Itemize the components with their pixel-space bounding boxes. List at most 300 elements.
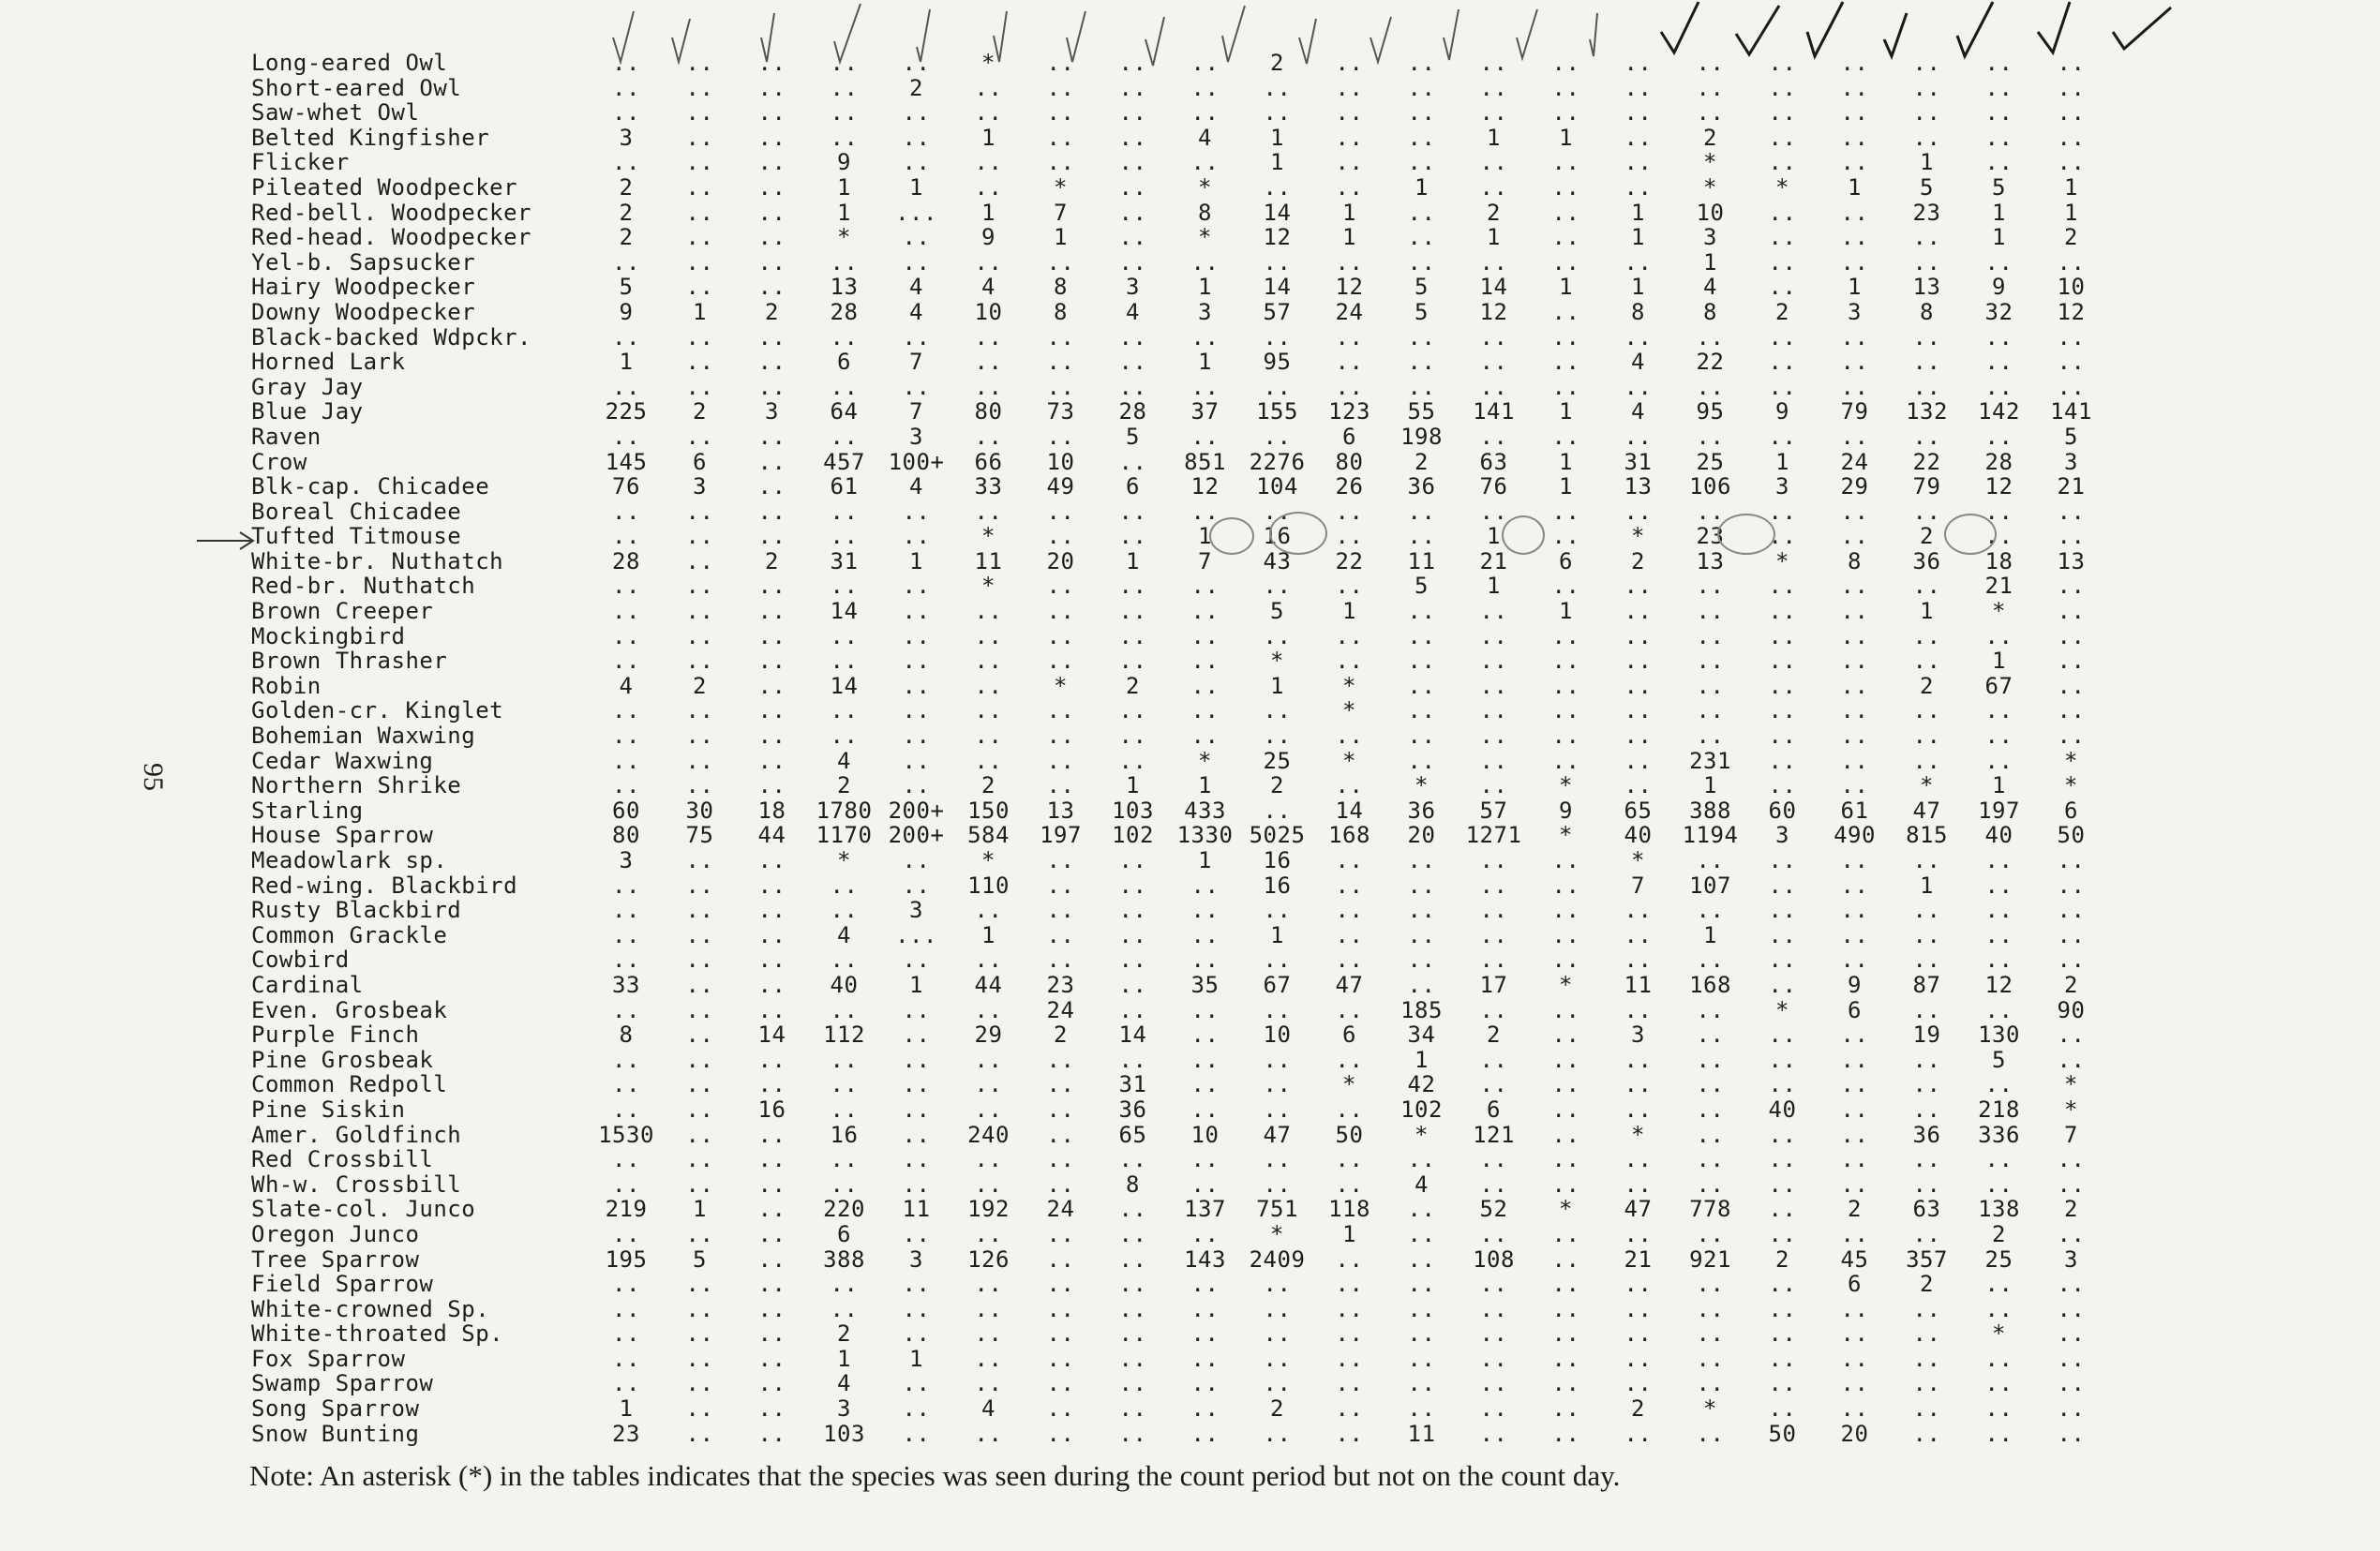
count-cell: ..	[2057, 697, 2086, 724]
count-cell: ..	[2057, 897, 2086, 924]
count-cell: 24	[1046, 996, 1075, 1023]
count-cell: 168	[1328, 822, 1370, 849]
count-cell: ..	[1335, 1320, 1364, 1348]
count-cell: 47	[1335, 971, 1364, 998]
table-row	[251, 698, 2107, 723]
count-cell: ..	[1335, 996, 1364, 1023]
count-cell: ..	[902, 1022, 931, 1049]
count-cell: 1	[2064, 173, 2078, 201]
table-row	[251, 76, 2107, 101]
count-cell: ..	[1840, 99, 1869, 127]
count-cell: ..	[1912, 349, 1941, 376]
count-cell: 90	[2057, 996, 2086, 1023]
count-cell: ..	[902, 99, 931, 127]
count-cell: 2	[2064, 1196, 2078, 1223]
count-cell: ..	[1263, 697, 1292, 724]
count-cell: 16	[757, 1096, 786, 1123]
count-cell: ..	[685, 847, 714, 873]
count-cell: ..	[1624, 1345, 1653, 1372]
count-cell: *	[2064, 772, 2078, 799]
count-cell: 12	[2057, 298, 2086, 325]
count-cell: ..	[1046, 872, 1075, 899]
count-cell: ..	[1624, 1420, 1653, 1447]
count-cell: ..	[1984, 248, 2013, 276]
count-cell: ..	[1624, 598, 1653, 625]
count-cell: ..	[1335, 74, 1364, 101]
count-cell: 21	[2057, 473, 2086, 500]
count-cell: ..	[757, 373, 786, 400]
count-cell: 112	[823, 1022, 865, 1049]
species-name: Common Grackle	[251, 921, 448, 948]
count-cell: 219	[605, 1196, 648, 1223]
count-cell: ..	[1984, 124, 2013, 151]
count-cell: ..	[685, 173, 714, 201]
count-cell: 12	[1190, 473, 1220, 500]
table-row	[251, 574, 2107, 599]
count-cell: ..	[1840, 573, 1869, 600]
count-cell: 30	[685, 797, 714, 824]
count-cell: ..	[685, 423, 714, 450]
species-name: Blk-cap. Chicadee	[251, 473, 490, 500]
species-name: Saw-whet Owl	[251, 99, 420, 127]
count-cell: ..	[1840, 697, 1869, 724]
count-cell: ..	[1984, 921, 2013, 948]
count-cell: ..	[757, 772, 786, 799]
count-cell: ..	[1984, 1395, 2013, 1423]
count-cell: ..	[1912, 1345, 1941, 1372]
count-cell: 5	[1992, 173, 2006, 201]
count-cell: ..	[1263, 1146, 1292, 1173]
species-name: Cardinal	[251, 971, 364, 998]
count-cell: ..	[1984, 423, 2013, 450]
count-cell: 31	[1118, 1071, 1147, 1098]
count-cell: ..	[1768, 1046, 1797, 1073]
count-cell: ..	[830, 74, 859, 101]
count-cell: ..	[1696, 1320, 1725, 1348]
count-cell: ..	[2057, 124, 2086, 151]
count-cell: ..	[974, 723, 1003, 750]
count-cell: 24	[1840, 448, 1869, 475]
count-cell: ..	[1984, 847, 2013, 873]
count-cell: 1	[619, 349, 634, 376]
count-cell: 778	[1689, 1196, 1731, 1223]
count-cell: ..	[1624, 1220, 1653, 1247]
count-cell: ..	[1768, 598, 1797, 625]
count-cell: ..	[1768, 672, 1797, 699]
count-cell: *	[1054, 173, 1068, 201]
count-cell: 6	[1559, 547, 1573, 574]
count-cell: 11	[974, 547, 1003, 574]
count-cell: ..	[1479, 1271, 1508, 1298]
count-cell: ..	[974, 747, 1003, 774]
count-cell: 9	[619, 298, 634, 325]
count-cell: ..	[2057, 672, 2086, 699]
count-cell: ..	[1768, 697, 1797, 724]
count-cell: ..	[1190, 723, 1220, 750]
count-cell: 1	[909, 1345, 923, 1372]
count-cell: ..	[1046, 772, 1075, 799]
count-cell: 3	[693, 473, 707, 500]
species-name: Starling	[251, 797, 364, 824]
count-cell: ..	[685, 573, 714, 600]
count-cell: ..	[1551, 1271, 1580, 1298]
count-cell: *	[1992, 1320, 2006, 1348]
count-cell: 80	[1335, 448, 1364, 475]
count-cell: ..	[1263, 1046, 1292, 1073]
count-cell: ..	[1912, 697, 1941, 724]
table-row	[251, 998, 2107, 1023]
count-cell: 1	[837, 199, 851, 226]
count-cell: ..	[1840, 1220, 1869, 1247]
count-cell: ..	[612, 1295, 640, 1322]
species-name: Pine Grosbeak	[251, 1046, 434, 1073]
count-cell: ..	[1479, 622, 1508, 649]
count-cell: ..	[1912, 124, 1941, 151]
count-cell: 50	[1768, 1420, 1797, 1447]
count-cell: 11	[1407, 547, 1436, 574]
count-cell: ..	[1696, 1220, 1725, 1247]
count-cell: ..	[685, 224, 714, 251]
count-cell: *	[1198, 173, 1212, 201]
count-cell: ..	[1263, 423, 1292, 450]
count-cell: ..	[974, 423, 1003, 450]
count-cell: ..	[2057, 1395, 2086, 1423]
count-cell: ..	[1479, 1420, 1508, 1447]
table-row	[251, 474, 2107, 500]
species-name: Red-head. Woodpecker	[251, 224, 531, 251]
count-cell: 16	[830, 1121, 859, 1148]
count-cell: ..	[1624, 1171, 1653, 1198]
count-cell: ..	[1479, 921, 1508, 948]
count-cell: ..	[1840, 1022, 1869, 1049]
count-cell: 4	[837, 747, 851, 774]
count-cell: ..	[830, 697, 859, 724]
count-cell: 33	[612, 971, 640, 998]
count-cell: *	[1342, 747, 1356, 774]
count-cell: ..	[1190, 672, 1220, 699]
count-cell: ..	[974, 498, 1003, 525]
species-name: Northern Shrike	[251, 772, 462, 799]
count-cell: 2	[1920, 672, 1934, 699]
count-cell: ..	[974, 1370, 1003, 1397]
count-cell: ..	[1118, 1271, 1147, 1298]
count-cell: ..	[1551, 498, 1580, 525]
count-cell: ..	[685, 1320, 714, 1348]
count-cell: ..	[830, 1046, 859, 1073]
count-cell: ..	[1551, 897, 1580, 924]
count-cell: ..	[757, 498, 786, 525]
count-cell: ..	[1696, 672, 1725, 699]
count-cell: ..	[2057, 573, 2086, 600]
count-cell: 35	[1190, 971, 1220, 998]
count-cell: ..	[1479, 74, 1508, 101]
count-cell: ..	[757, 1345, 786, 1372]
count-cell: ..	[1984, 622, 2013, 649]
count-cell: 1	[1415, 1046, 1429, 1073]
count-cell: *	[1198, 747, 1212, 774]
count-cell: 2409	[1249, 1245, 1306, 1273]
count-cell: ..	[1696, 74, 1725, 101]
count-cell: ..	[902, 772, 931, 799]
count-cell: ..	[1190, 1271, 1220, 1298]
count-cell: 19	[1912, 1022, 1941, 1049]
count-cell: 1	[1848, 173, 1862, 201]
count-cell: ..	[1190, 1046, 1220, 1073]
count-cell: ..	[1840, 1295, 1869, 1322]
count-cell: ..	[1551, 373, 1580, 400]
count-cell: ..	[1840, 921, 1869, 948]
count-cell: ..	[1118, 248, 1147, 276]
count-cell: ..	[685, 1345, 714, 1372]
count-cell: ..	[2057, 74, 2086, 101]
count-cell: ..	[1840, 224, 1869, 251]
count-cell: ..	[1263, 1295, 1292, 1322]
count-cell: 3	[1703, 224, 1717, 251]
count-cell: ..	[974, 248, 1003, 276]
count-cell: 14	[1479, 274, 1508, 301]
count-cell: 102	[1400, 1096, 1443, 1123]
count-cell: 137	[1184, 1196, 1226, 1223]
count-cell: ..	[1046, 1370, 1075, 1397]
count-cell: 65	[1118, 1121, 1147, 1148]
count-cell: 1	[2064, 199, 2078, 226]
count-cell: 5	[693, 1245, 707, 1273]
table-row	[251, 1123, 2107, 1148]
count-cell: ..	[902, 1071, 931, 1098]
count-cell: ..	[1118, 523, 1147, 550]
count-cell: ..	[902, 1395, 931, 1423]
species-name: Common Redpoll	[251, 1071, 448, 1098]
count-cell: ..	[1335, 248, 1364, 276]
count-cell: ..	[2057, 598, 2086, 625]
count-cell: ..	[1768, 1271, 1797, 1298]
count-cell: ..	[757, 473, 786, 500]
count-cell: 50	[1335, 1121, 1364, 1148]
count-cell: ..	[757, 897, 786, 924]
count-cell: 44	[974, 971, 1003, 998]
count-cell: 47	[1912, 797, 1941, 824]
count-cell: 1	[981, 199, 995, 226]
count-cell: 65	[1624, 797, 1653, 824]
count-cell: 22	[1912, 448, 1941, 475]
count-cell: ..	[902, 622, 931, 649]
count-cell: ..	[902, 373, 931, 400]
count-cell: 2	[693, 398, 707, 425]
count-cell: 2	[1054, 1022, 1068, 1049]
count-cell: ..	[1407, 349, 1436, 376]
count-cell: ..	[1696, 1345, 1725, 1372]
count-cell: ..	[1551, 1220, 1580, 1247]
count-cell: *	[981, 50, 995, 76]
count-cell: ..	[1624, 1295, 1653, 1322]
count-cell: 29	[1840, 473, 1869, 500]
count-cell: ..	[830, 1171, 859, 1198]
count-cell: ..	[1046, 622, 1075, 649]
count-cell: ..	[612, 498, 640, 525]
count-cell: ..	[902, 1096, 931, 1123]
count-cell: ..	[1840, 672, 1869, 699]
table-row	[251, 773, 2107, 798]
count-cell: *	[1703, 173, 1717, 201]
count-cell: ..	[2057, 723, 2086, 750]
count-cell: ..	[1407, 747, 1436, 774]
count-cell: ...	[895, 199, 937, 226]
count-cell: *	[1559, 822, 1573, 849]
count-cell: ..	[1768, 1121, 1797, 1148]
count-cell: 47	[1263, 1121, 1292, 1148]
count-cell: *	[1631, 523, 1645, 550]
count-cell: ..	[1335, 349, 1364, 376]
count-cell: ..	[974, 323, 1003, 350]
count-cell: ..	[757, 248, 786, 276]
count-cell: ..	[1118, 199, 1147, 226]
species-name: Downy Woodpecker	[251, 298, 476, 325]
count-cell: ..	[902, 847, 931, 873]
count-cell: ..	[1912, 573, 1941, 600]
count-cell: 8	[1920, 298, 1934, 325]
count-cell: 195	[605, 1245, 648, 1273]
count-cell: ..	[1479, 1046, 1508, 1073]
count-cell: ..	[1263, 1071, 1292, 1098]
count-cell: 1	[1487, 224, 1501, 251]
count-cell: ..	[1190, 498, 1220, 525]
count-cell: ..	[902, 50, 931, 76]
species-name: Gray Jay	[251, 373, 364, 400]
count-cell: 79	[1912, 473, 1941, 500]
count-cell: ..	[612, 996, 640, 1023]
count-cell: ..	[830, 373, 859, 400]
count-cell: ..	[1190, 1171, 1220, 1198]
count-cell: 14	[830, 672, 859, 699]
count-cell: ..	[1118, 872, 1147, 899]
count-cell: ..	[1046, 99, 1075, 127]
count-cell: ..	[757, 947, 786, 974]
count-cell: 108	[1473, 1245, 1515, 1273]
count-cell: ..	[1263, 573, 1292, 600]
species-name: Meadowlark sp.	[251, 847, 448, 873]
count-cell: ..	[757, 1046, 786, 1073]
count-cell: ..	[1407, 622, 1436, 649]
count-cell: 192	[967, 1196, 1010, 1223]
count-cell: 44	[757, 822, 786, 849]
count-cell: ..	[902, 996, 931, 1023]
species-name: Fox Sparrow	[251, 1345, 406, 1372]
count-cell: 1	[1920, 872, 1934, 899]
count-cell: 1	[1198, 274, 1212, 301]
count-cell: 23	[1696, 523, 1725, 550]
count-cell: ..	[902, 648, 931, 675]
count-cell: ..	[1551, 1320, 1580, 1348]
count-cell: ..	[612, 622, 640, 649]
count-cell: 14	[1335, 797, 1364, 824]
count-cell: 49	[1046, 473, 1075, 500]
count-cell: ..	[685, 547, 714, 574]
count-cell: ..	[685, 772, 714, 799]
count-cell: ..	[1912, 747, 1941, 774]
count-cell: 240	[967, 1121, 1010, 1148]
species-name: Red Crossbill	[251, 1146, 434, 1173]
count-cell: ..	[1696, 323, 1725, 350]
count-cell: ..	[974, 1071, 1003, 1098]
count-cell: ..	[612, 50, 640, 76]
count-cell: ..	[1263, 1271, 1292, 1298]
count-cell: ..	[1190, 373, 1220, 400]
count-cell: ..	[1407, 1146, 1436, 1173]
count-cell: 142	[1978, 398, 2020, 425]
count-cell: 67	[1263, 971, 1292, 998]
count-cell: ..	[1190, 697, 1220, 724]
count-cell: ..	[1046, 50, 1075, 76]
count-cell: ..	[1335, 947, 1364, 974]
count-cell: ..	[1912, 1220, 1941, 1247]
count-cell: 28	[612, 547, 640, 574]
count-cell: 2	[619, 173, 634, 201]
count-cell: 1	[1703, 248, 1717, 276]
count-cell: ..	[974, 1320, 1003, 1348]
count-cell: ..	[685, 921, 714, 948]
count-cell: ..	[1479, 323, 1508, 350]
table-row	[251, 947, 2107, 973]
count-cell: ..	[830, 1096, 859, 1123]
count-cell: ..	[1840, 1395, 1869, 1423]
count-cell: 43	[1263, 547, 1292, 574]
count-cell: ..	[1046, 921, 1075, 948]
count-cell: 2	[1487, 199, 1501, 226]
count-cell: ..	[1551, 1245, 1580, 1273]
count-cell: ..	[1768, 199, 1797, 226]
count-cell: ..	[830, 523, 859, 550]
count-cell: ..	[1190, 996, 1220, 1023]
count-cell: ..	[1335, 1395, 1364, 1423]
species-name: Horned Lark	[251, 349, 406, 376]
count-cell: ..	[1118, 996, 1147, 1023]
table-row	[251, 674, 2107, 699]
count-cell: *	[837, 847, 851, 873]
count-cell: 23	[612, 1420, 640, 1447]
count-cell: ..	[1190, 648, 1220, 675]
count-cell: ..	[1118, 99, 1147, 127]
count-cell: 4	[1126, 298, 1140, 325]
count-cell: 2	[1992, 1220, 2006, 1247]
count-cell: ..	[1551, 648, 1580, 675]
count-cell: ..	[902, 149, 931, 176]
count-cell: ..	[974, 947, 1003, 974]
count-cell: ..	[902, 1220, 931, 1247]
count-cell: 2	[1631, 547, 1645, 574]
count-cell: 1	[1054, 224, 1068, 251]
table-row	[251, 1347, 2107, 1372]
table-row	[251, 425, 2107, 450]
count-cell: ..	[1551, 1171, 1580, 1198]
count-cell: ..	[2057, 847, 2086, 873]
species-name: Short-eared Owl	[251, 74, 462, 101]
count-cell: 4	[837, 921, 851, 948]
count-cell: 16	[1263, 872, 1292, 899]
count-cell: ..	[757, 1295, 786, 1322]
count-cell: 103	[1112, 797, 1154, 824]
count-cell: ..	[1984, 897, 2013, 924]
count-cell: ..	[1407, 1345, 1436, 1372]
count-cell: ..	[757, 573, 786, 600]
count-cell: ..	[1190, 1370, 1220, 1397]
count-cell: ..	[1190, 947, 1220, 974]
species-name: Slate-col. Junco	[251, 1196, 476, 1223]
count-cell: 490	[1834, 822, 1876, 849]
count-cell: ..	[974, 74, 1003, 101]
count-cell: ..	[1335, 1046, 1364, 1073]
count-cell: ..	[1840, 323, 1869, 350]
table-row	[251, 599, 2107, 624]
